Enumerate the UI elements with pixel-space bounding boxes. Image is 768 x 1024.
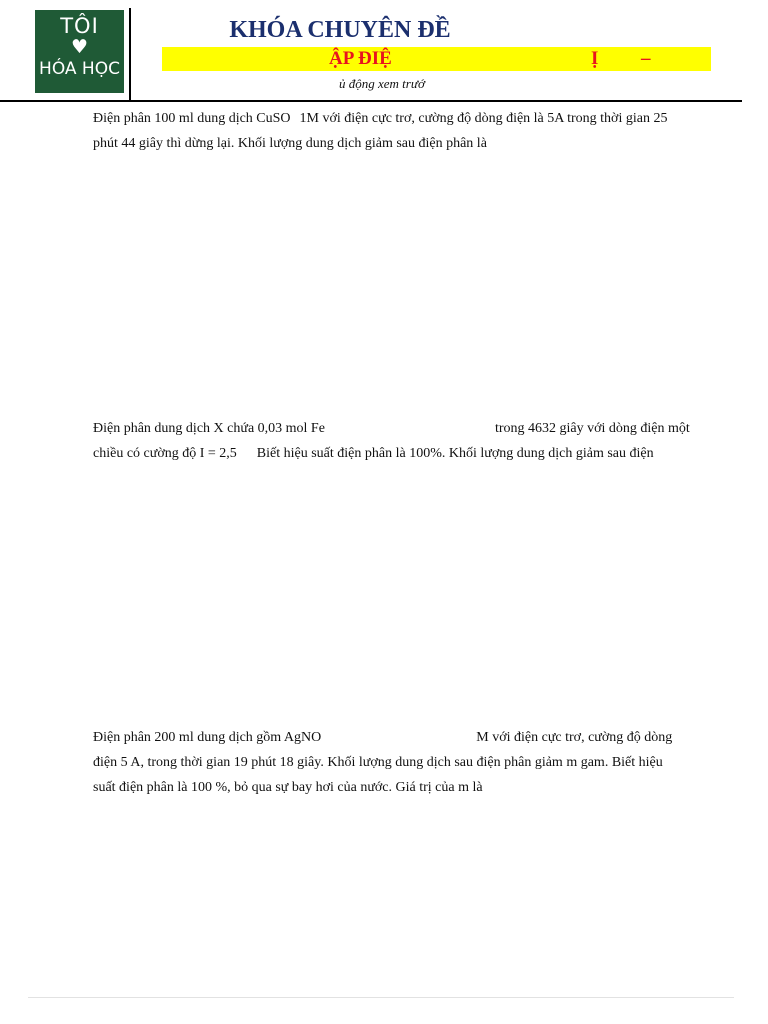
problem-3-line2: điện 5 A, trong thời gian 19 phút 18 giây. Khối lượng dung dịch sau điện phân giảm m gam. Biết hiệu (93, 755, 663, 770)
logo-text-bottom: HÓA HỌC (39, 59, 120, 79)
brand-logo (35, 10, 124, 93)
page-title: KHÓA CHUYÊN ĐỀ (229, 17, 451, 43)
title-banner (162, 47, 711, 71)
header-horizontal-divider (0, 100, 742, 102)
banner-text-part1: ẬP ĐIỆ (329, 48, 392, 69)
problem-3-line1-start: Điện phân 200 ml dung dịch gồm AgNO (93, 730, 322, 745)
problem-1-line1-end: 1M với điện cực trơ, cường độ dòng điện là 5A trong thời gian 25 (299, 111, 668, 126)
problem-2-line1-start: Điện phân dung dịch X chứa 0,03 mol Fe (93, 421, 325, 436)
heart-icon: ♥ (70, 36, 89, 58)
problem-1-line2: phút 44 giây thì dừng lại. Khối lượng dung dịch giảm sau điện phân là (93, 136, 487, 151)
problem-1-line1-start: Điện phân 100 ml dung dịch CuSO (93, 111, 291, 126)
problem-1-text (93, 106, 731, 156)
page-subtitle: ủ động xem trướ (339, 76, 425, 91)
problem-3-line3: suất điện phân là 100 %, bỏ qua sự bay hơi của nước. Giá trị của m là (93, 780, 483, 795)
problem-2-text (93, 416, 731, 466)
header-vertical-divider (129, 8, 131, 101)
logo-text-top: TÔI (60, 14, 99, 38)
problem-2-line1-end: trong 4632 giây với dòng điện một (494, 421, 690, 436)
problem-2-line2-end: Biết hiệu suất điện phân là 100%. Khối lượng dung dịch giảm sau điện (256, 446, 654, 461)
banner-text-part2: Ị (591, 48, 599, 69)
problem-3-text (93, 725, 731, 800)
page-bottom-divider (28, 997, 734, 998)
problem-3-line1-end: M với điện cực trơ, cường độ dòng (476, 730, 673, 745)
banner-text-part3: – (641, 48, 651, 69)
problem-2-line2-start: chiều có cường độ I = 2,5 (93, 446, 237, 461)
